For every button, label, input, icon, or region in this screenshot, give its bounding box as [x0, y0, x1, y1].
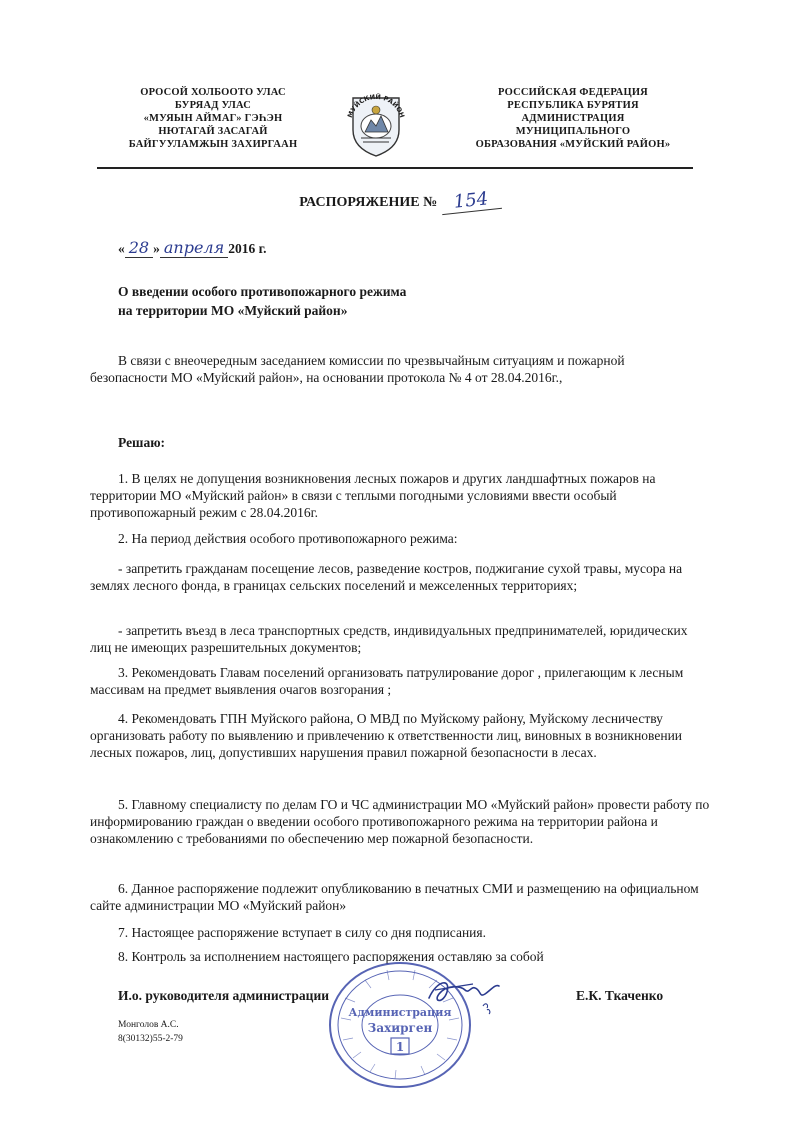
document-title [0, 190, 800, 212]
item-paragraph: - запретить гражданам посещение лесов, разведение костров, поджигание сухой травы, мусора на землях лесного фонда, в границах сельских поселений и межселенных территориях; [90, 561, 683, 593]
contact-name: Монголов А.С. [118, 1020, 179, 1030]
header-left-line: «МУЯЫН АЙМАГ» ГЭҺЭН [143, 113, 283, 124]
document-number: 154 [440, 187, 502, 215]
header-right-line: РОССИЙСКАЯ ФЕДЕРАЦИЯ [498, 87, 648, 98]
item-paragraph: 2. На период действия особого противопожарного режима: [118, 531, 458, 546]
header-left-block [118, 86, 308, 151]
header-divider [97, 167, 693, 169]
header-right-line: ОБРАЗОВАНИЯ «МУЙСКИЙ РАЙОН» [475, 139, 671, 150]
item-paragraph: 6. Данное распоряжение подлежит опубликованию в печатных СМИ и размещению на официальном сайте администрации МО «Муйский район» [90, 881, 699, 913]
signer-name: Е.К. Ткаченко [576, 988, 664, 1003]
title-prefix: РАСПОРЯЖЕНИЕ № [299, 195, 438, 210]
contact-phone: 8(30132)55-2-79 [118, 1034, 183, 1044]
handwritten-signature [425, 968, 505, 1020]
stamp-number: 1 [395, 1040, 405, 1054]
subject-line: на территории МО «Муйский район» [118, 303, 348, 318]
header-left-line: БУРЯАД УЛАС [174, 100, 252, 111]
emblem-text: МУЙСКИЙ РАЙОН [345, 92, 407, 119]
item-paragraph: 5. Главному специалисту по делам ГО и ЧС администрации МО «Муйский район» провести работу по информированию граждан о введении особого противопожарного режима на территории района и ознакомлению с требованиями по обеспечению мер пожарной безопасности. [90, 797, 710, 846]
header-right-block [468, 86, 678, 151]
date-month: апреля [160, 238, 228, 258]
date-open-quote: « [118, 241, 125, 256]
resolve-heading: Решаю: [118, 435, 166, 450]
date-year: 2016 г. [228, 241, 267, 256]
header-left-line: ОРОСОЙ ХОЛБООТО УЛАС [140, 87, 286, 98]
stamp-line-2: Захирген [367, 1021, 433, 1035]
item-paragraph: 7. Настоящее распоряжение вступает в силу со дня подписания. [118, 925, 486, 940]
item-paragraph: 8. Контроль за исполнением настоящего распоряжения оставляю за собой [118, 949, 544, 964]
document-date [118, 238, 267, 257]
header-left-line: НЮТАГАЙ ЗАСАГАЙ [158, 126, 268, 137]
document-subject [118, 282, 406, 320]
item-paragraph: 3. Рекомендовать Главам поселений организовать патрулирование дорог , прилегающим к лесным массивам на предмет выявления очагов возгорания ; [90, 665, 684, 697]
signer-title: И.о. руководителя администрации [118, 988, 330, 1003]
header-right-line: РЕСПУБЛИКА БУРЯТИЯ [507, 100, 639, 111]
item-paragraph: 1. В целях не допущения возникновения лесных пожаров и других ландшафтных пожаров на территории МО «Муйский район» в связи с теплыми погодными условиями ввести особый противопожарный режим с 28.04.2016г. [90, 471, 656, 520]
preamble-paragraph: В связи с внеочередным заседанием комиссии по чрезвычайным ситуациям и пожарной безопасности МО «Муйский район», на основании протокола № 4 от 28.04.2016г., [90, 353, 625, 385]
subject-line: О введении особого противопожарного режима [118, 284, 407, 299]
header-right-line: АДМИНИСТРАЦИЯ МУНИЦИПАЛЬНОГО [515, 113, 631, 137]
stamp-line-1: Администрация [348, 1006, 452, 1019]
contact-block [118, 1018, 183, 1046]
municipal-emblem-logo [343, 86, 409, 158]
date-close-quote: » [153, 241, 160, 256]
header-left-line: БАЙГУУЛАМЖЫН ЗАХИРГААН [128, 139, 298, 150]
item-paragraph: - запретить въезд в леса транспортных средств, индивидуальных предпринимателей, юридических лиц не имеющих разрешительных документов; [90, 623, 688, 655]
date-day: 28 [125, 238, 153, 258]
item-paragraph: 4. Рекомендовать ГПН Муйского района, О МВД по Муйскому району, Муйскому лесничеству организовать работу по выявлению и привлечению к ответственности лиц, виновных в возникновении лесных пожаров, лиц, допустивших нарушения правил пожарной безопасности в лесах. [90, 711, 683, 760]
